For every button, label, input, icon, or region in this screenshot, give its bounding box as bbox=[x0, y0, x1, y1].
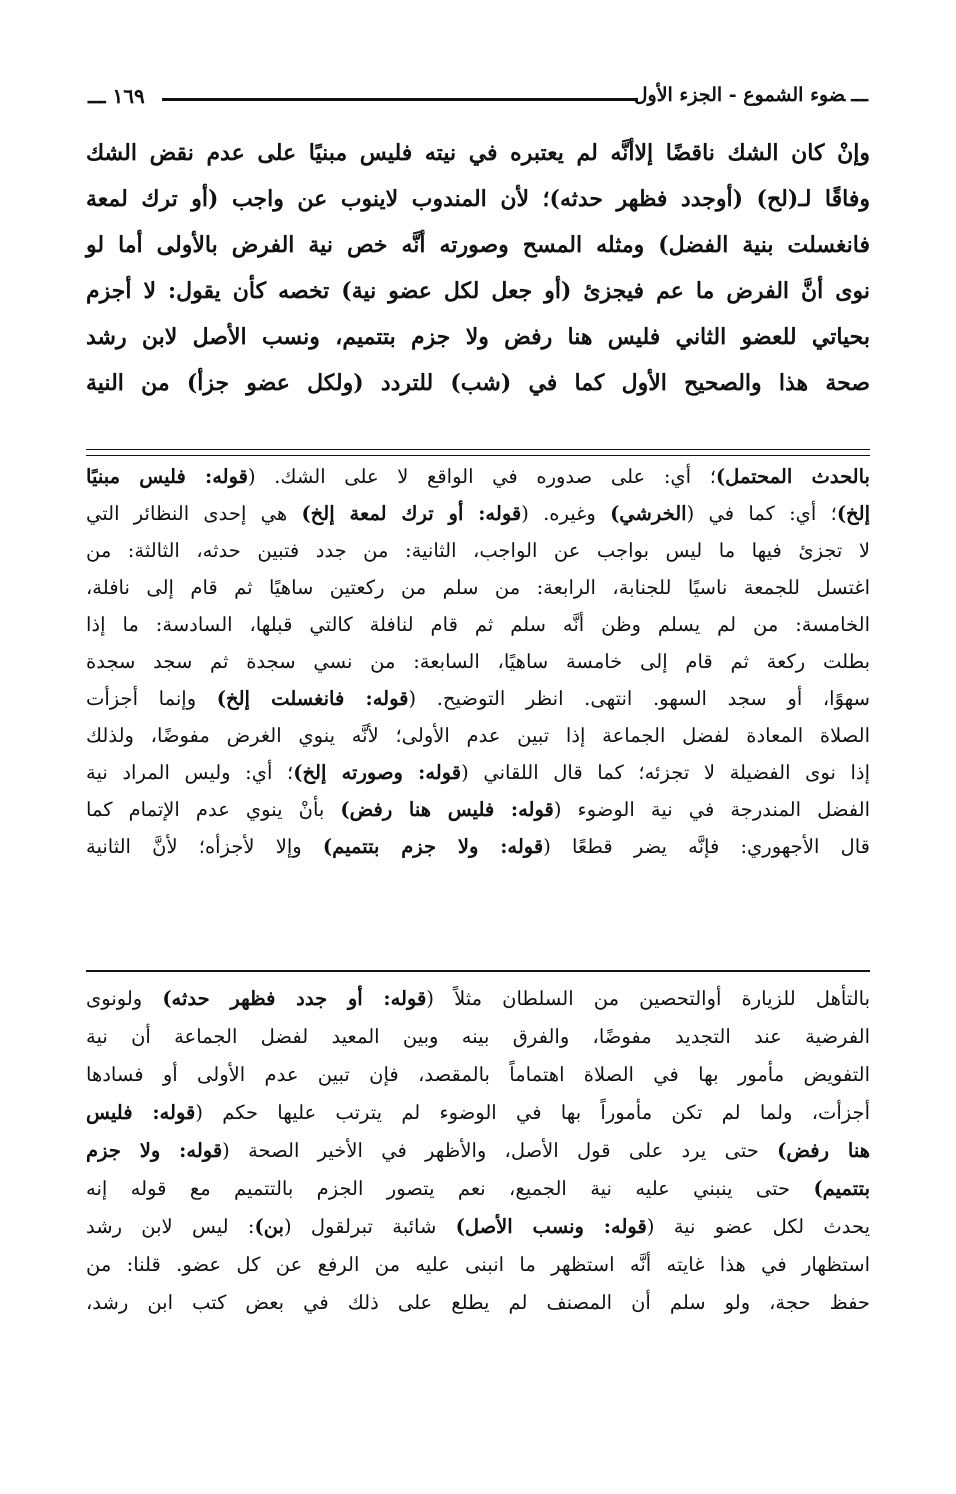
commentary-line bbox=[86, 1056, 870, 1094]
page-number: ١٦٩ ـــ bbox=[88, 84, 145, 108]
commentary-keyword: بتتميم) bbox=[813, 1177, 870, 1200]
commentary-text: حتى يرد على قول الأصل، والأظهر في الأخير الصحة ( bbox=[222, 1139, 778, 1162]
commentary-text: سهوًا، أو سجد السهو. انتهى. انظر التوضيح. ( bbox=[408, 687, 870, 710]
main-text bbox=[86, 130, 870, 406]
commentary-keyword: قوله: فليس bbox=[86, 1101, 196, 1124]
commentary-text: اغتسل للجمعة ناسيًا للجنابة، الرابعة: من سلم من ركعتين ساهيًا ثم قام إلى نافلة، bbox=[86, 576, 870, 599]
commentary-text: ؛ أي: كما في ( bbox=[686, 502, 837, 525]
commentary-first bbox=[86, 458, 870, 865]
commentary-keyword: قوله: ونسب الأصل) bbox=[455, 1215, 647, 1238]
commentary-text: حتى ينبني عليه نية الجميع، نعم يتصور الجزم بالتتميم مع قوله إنه bbox=[86, 1177, 814, 1200]
commentary-text: الخامسة: من لم يسلم وظن أنَّه سلم ثم قام لنافلة كالتي قبلها، السادسة: ما إذا bbox=[86, 613, 870, 636]
commentary-text: وإلا لأجزأه؛ لأنَّ الثانية bbox=[86, 835, 323, 858]
commentary-line bbox=[86, 680, 870, 717]
main-line: صحة هذا والصحيح الأول كما في (شب) للتردد (ولكل عضو جزأ) من النية bbox=[86, 370, 870, 396]
commentary-keyword: بن) bbox=[254, 1215, 284, 1238]
commentary-text: قال الأجهوري: فإنَّه يضر قطعًا ( bbox=[543, 835, 870, 858]
commentary-line bbox=[86, 1208, 870, 1246]
commentary-line bbox=[86, 495, 870, 532]
page-header bbox=[88, 78, 868, 118]
commentary-text: : ليس لابن رشد bbox=[86, 1215, 255, 1238]
commentary-text: شائبة تبرلقول ( bbox=[283, 1215, 456, 1238]
running-title: ـــضوء الشموع - الجزء الأول bbox=[633, 84, 868, 106]
commentary-line bbox=[86, 1284, 870, 1322]
commentary-keyword: قوله: فليس هنا رفض) bbox=[340, 798, 554, 821]
commentary-text: ؛ أي: على صدوره في الواقع لا على الشك. ( bbox=[248, 465, 716, 488]
commentary-keyword: قوله: ولا جزم bbox=[86, 1139, 223, 1162]
commentary-text: التفويض مأمور بها في الصلاة اهتماماً بالمقصد، فإن تبين عدم الأولى أو فسادها bbox=[86, 1063, 870, 1086]
double-divider bbox=[86, 449, 870, 456]
commentary-line bbox=[86, 717, 870, 754]
commentary-keyword: قوله: فانغسلت إلخ) bbox=[216, 687, 409, 710]
commentary-line bbox=[86, 532, 870, 569]
commentary-line bbox=[86, 1246, 870, 1284]
commentary-text: وإنما أجزأت bbox=[86, 687, 217, 710]
commentary-text: بأنْ ينوي عدم الإتمام كما bbox=[86, 798, 341, 821]
commentary-keyword: قوله: ولا جزم بتتميم) bbox=[322, 835, 544, 858]
commentary-second bbox=[86, 980, 870, 1322]
commentary-text: أجزأت، ولما لم تكن مأموراً بها في الوضوء لم يترتب عليها حكم ( bbox=[195, 1101, 870, 1124]
commentary-text: الصلاة المعادة لفضل الجماعة إذا تبين عدم الأولى؛ لأنَّه ينوي الغرض مفوضًا، ولذلك bbox=[86, 724, 870, 747]
main-line: وإنْ كان الشك ناقضًا إلاأنَّه لم يعتبره في نيته فليس مبنيًا على عدم نقض الشك bbox=[86, 140, 870, 166]
commentary-line bbox=[86, 1018, 870, 1056]
commentary-text: يحدث لكل عضو نية ( bbox=[646, 1215, 871, 1238]
commentary-line bbox=[86, 980, 870, 1018]
commentary-line bbox=[86, 1132, 870, 1170]
commentary-line bbox=[86, 754, 870, 791]
main-line: بحياتي للعضو الثاني فليس هنا رفض ولا جزم بتتميم، ونسب الأصل لابن رشد bbox=[86, 324, 870, 350]
commentary-text: استظهار في هذا غايته أنَّه استظهر ما انبنى عليه من الرفع عن كل عضو. قلنا: من bbox=[86, 1253, 870, 1276]
commentary-line bbox=[86, 606, 870, 643]
commentary-text: ؛ أي: وليس المراد نية bbox=[86, 761, 294, 784]
commentary-keyword: قوله: وصورته إلخ) bbox=[293, 761, 462, 784]
commentary-line bbox=[86, 458, 870, 495]
commentary-line bbox=[86, 569, 870, 606]
commentary-keyword: إلخ) bbox=[836, 502, 870, 525]
commentary-text: الفرضية عند التجديد مفوضًا، والفرق بينه وبين المعيد لفضل الجماعة أن نية bbox=[86, 1025, 870, 1048]
commentary-line bbox=[86, 828, 870, 865]
header-rule bbox=[162, 98, 638, 101]
commentary-text: بطلت ركعة ثم قام إلى خامسة ساهيًا، السابعة: من نسي سجدة ثم سجد سجدة bbox=[86, 650, 870, 673]
commentary-text: وغيره. ( bbox=[521, 502, 611, 525]
commentary-line bbox=[86, 791, 870, 828]
commentary-line bbox=[86, 643, 870, 680]
commentary-text: ولونوى bbox=[86, 987, 163, 1010]
commentary-keyword: قوله: فليس مبنيًا bbox=[86, 465, 248, 488]
commentary-text: الفضل المندرجة في نية الوضوء ( bbox=[553, 798, 870, 821]
commentary-text: حفظ حجة، ولو سلم أن المصنف لم يطلع على ذلك في بعض كتب ابن رشد، bbox=[86, 1291, 870, 1314]
commentary-keyword: بالحدث المحتمل) bbox=[715, 465, 870, 488]
commentary-keyword: قوله: أو جدد فظهر حدثه) bbox=[162, 987, 427, 1010]
commentary-line bbox=[86, 1094, 870, 1132]
commentary-keyword: الخرشي) bbox=[610, 502, 687, 525]
single-divider bbox=[86, 970, 870, 972]
commentary-text: هي إحدى النظائر التي bbox=[86, 502, 302, 525]
commentary-text: بالتأهل للزيارة أوالتحصين من السلطان مثلاً ( bbox=[426, 987, 870, 1010]
commentary-text: إذا نوى الفضيلة لا تجزئه؛ كما قال اللقاني ( bbox=[461, 761, 870, 784]
main-line: وفاقًا لـ(لح) (أوجدد فظهر حدثه)؛ لأن المندوب لاينوب عن واجب (أو ترك لمعة bbox=[86, 186, 870, 212]
commentary-text: لا تجزئ فيها ما ليس بواجب عن الواجب، الثانية: من جدد فتبين حدثه، الثالثة: من bbox=[86, 539, 870, 562]
main-line: نوى أنَّ الفرض ما عم فيجزئ (أو جعل لكل عضو نية) تخصه كأن يقول: لا أجزم bbox=[86, 278, 870, 304]
commentary-keyword: هنا رفض) bbox=[777, 1139, 870, 1162]
main-line: فانغسلت بنية الفضل) ومثله المسح وصورته أنَّه خص نية الفرض بالأولى أما لو bbox=[86, 232, 870, 258]
commentary-line bbox=[86, 1170, 870, 1208]
commentary-keyword: قوله: أو ترك لمعة إلخ) bbox=[301, 502, 522, 525]
